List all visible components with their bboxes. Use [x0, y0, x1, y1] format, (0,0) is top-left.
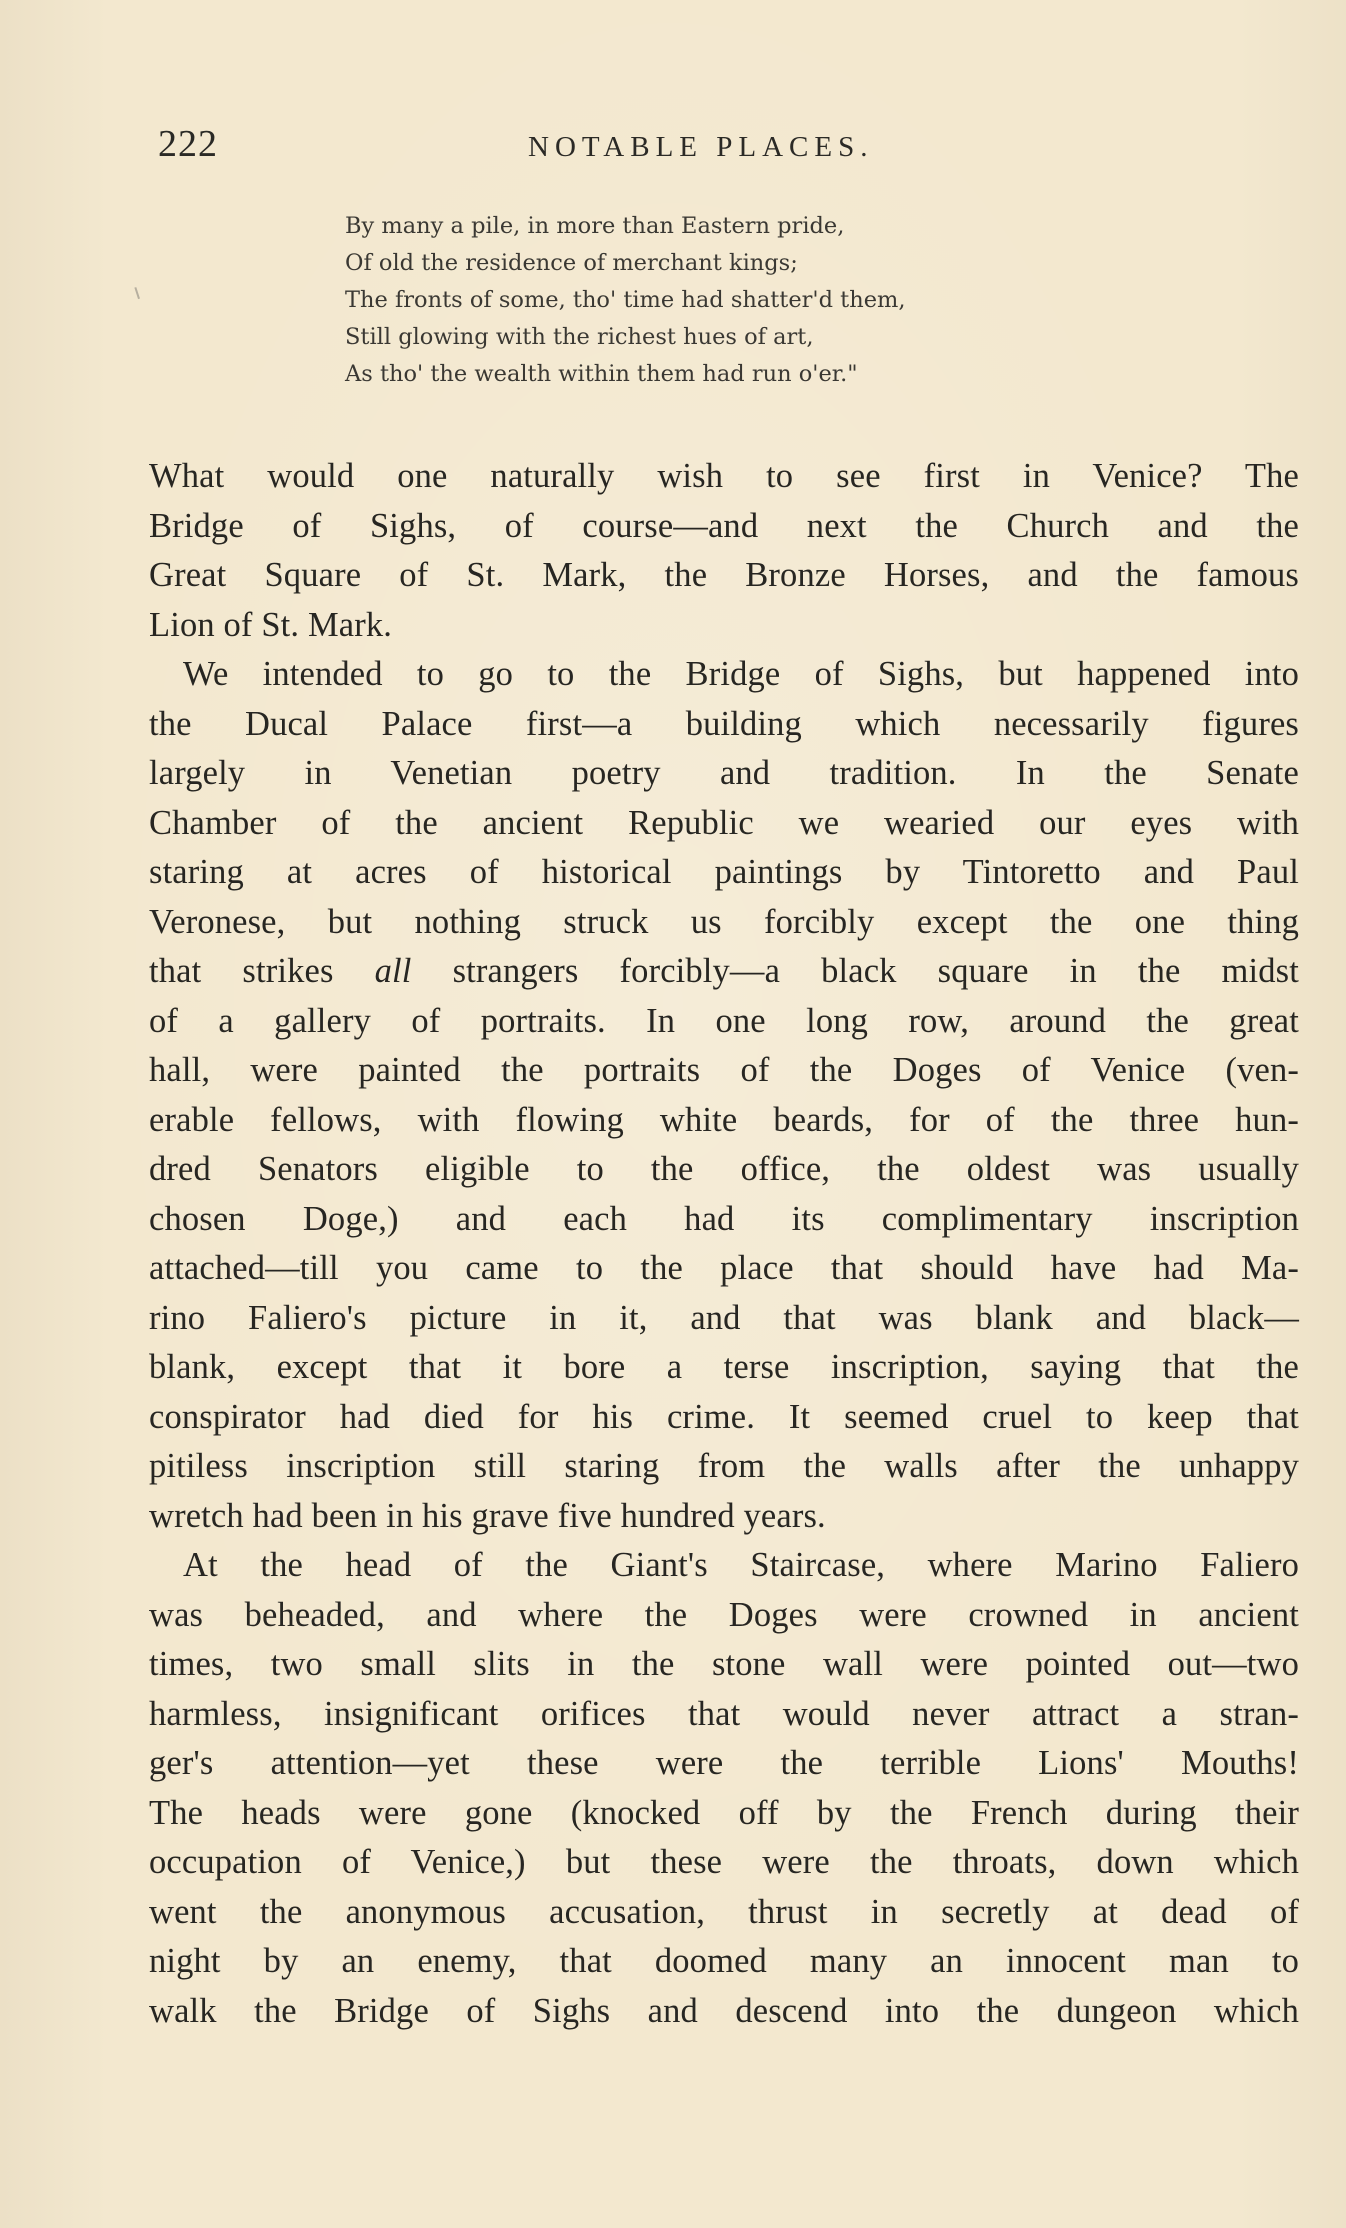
body-line: was beheaded, and where the Doges were crowned in ancient [149, 1595, 1299, 1634]
body-line: occupation of Venice,) but these were the throats, down which [149, 1843, 1299, 1881]
page-number: 222 [158, 123, 218, 165]
verse-line: As tho' the wealth within them had run o'er." [345, 361, 858, 387]
verse-quotation [345, 208, 1065, 393]
verse-line: Still glowing with the richest hues of art, [345, 324, 814, 350]
body-line: The heads were gone (knocked off by the French during their [149, 1793, 1299, 1832]
body-line-with-italic [149, 947, 1299, 997]
body-line: times, two small slits in the stone wall were pointed out—two [149, 1645, 1299, 1683]
margin-mark [134, 285, 146, 299]
body-line: pitiless inscription still staring from the walls after the unhappy [149, 1447, 1299, 1485]
body-line: We intended to go to the Bridge of Sighs, but happened into [183, 655, 1299, 693]
body-line: Lion of St. Mark. [149, 605, 393, 644]
body-line: rino Faliero's picture in it, and that was blank and black— [149, 1298, 1299, 1337]
body-segment: strangers forcibly—a black square in the midst [452, 952, 1299, 990]
body-line: harmless, insignificant orifices that would never attract a stran- [149, 1694, 1299, 1733]
running-title: NOTABLE PLACES. [528, 131, 874, 163]
verse-line: By many a pile, in more than Eastern pride, [345, 213, 845, 239]
body-line: went the anonymous accusation, thrust in secretly at dead of [149, 1892, 1299, 1931]
body-line: the Ducal Palace first—a building which necessarily figures [149, 704, 1299, 743]
body-line: of a gallery of portraits. In one long row, around the great [149, 1001, 1299, 1040]
verse-line: The fronts of some, tho' time had shatter'd them, [345, 287, 906, 313]
page-header [158, 122, 1258, 182]
body-line: largely in Venetian poetry and tradition. In the Senate [149, 754, 1299, 792]
body-line: Bridge of Sighs, of course—and next the Church and the [149, 506, 1299, 545]
body-line: At the head of the Giant's Staircase, where Marino Faliero [183, 1546, 1299, 1584]
body-line: What would one naturally wish to see first in Venice? The [149, 457, 1299, 495]
body-line: wretch had been in his grave five hundred years. [149, 1496, 826, 1535]
body-line: blank, except that it bore a terse inscription, saying that the [149, 1348, 1299, 1386]
body-line: dred Senators eligible to the office, the oldest was usually [149, 1150, 1299, 1188]
body-line: conspirator had died for his crime. It seemed cruel to keep that [149, 1397, 1299, 1436]
body-line: ger's attention—yet these were the terrible Lions' Mouths! [149, 1744, 1299, 1782]
body-line: hall, were painted the portraits of the Doges of Venice (ven- [149, 1051, 1299, 1089]
body-line: walk the Bridge of Sighs and descend into the dungeon which [149, 1991, 1299, 2030]
body-line: Chamber of the ancient Republic we wearied our eyes with [149, 803, 1299, 842]
body-line: Veronese, but nothing struck us forcibly except the one thing [149, 902, 1299, 941]
body-line: staring at acres of historical paintings by Tintoretto and Paul [149, 853, 1299, 891]
body-line: Great Square of St. Mark, the Bronze Horses, and the famous [149, 556, 1299, 594]
body-line: attached—till you came to the place that should have had Ma- [149, 1249, 1299, 1287]
body-segment: that strikes [149, 952, 334, 990]
verse-line: Of old the residence of merchant kings; [345, 250, 798, 276]
body-line: night by an enemy, that doomed many an innocent man to [149, 1942, 1299, 1980]
italic-word: all [374, 952, 412, 990]
body-line: chosen Doge,) and each had its complimentary inscription [149, 1199, 1299, 1238]
body-text [149, 452, 1299, 2036]
body-line: erable fellows, with flowing white beards, for of the three hun- [149, 1100, 1299, 1139]
